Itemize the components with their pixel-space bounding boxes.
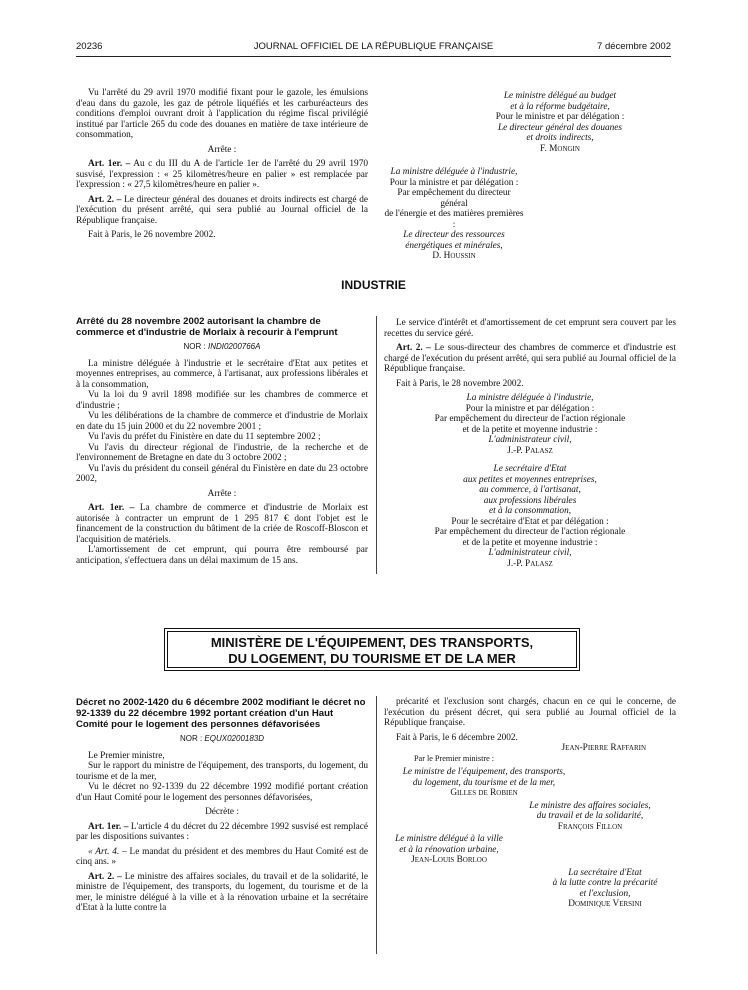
nor-label: NOR : bbox=[183, 342, 208, 351]
article-text: Au c du III du A de l'article 1er de l'arrêté du 29 avril 1970 susvisé, l'expression : « 25 kilomètres/heure en palier » est remplacée par l'expression : « 27,5 kilomètres/heure en palier ». bbox=[76, 159, 368, 190]
article-2 bbox=[76, 195, 368, 227]
article-1 bbox=[76, 822, 368, 843]
article-label: Art. 2. – bbox=[396, 343, 431, 353]
top-left-column bbox=[76, 88, 368, 245]
date-line: Fait à Paris, le 28 novembre 2002. bbox=[396, 378, 524, 389]
article-label: Art. 2. – bbox=[88, 871, 122, 882]
article-2 bbox=[384, 343, 676, 375]
text-paragraph: Le Premier ministre, bbox=[88, 750, 165, 761]
nor-reference bbox=[76, 734, 368, 745]
signature-line: et à la réforme budgétaire, bbox=[510, 101, 610, 112]
signature-line: Pour le ministre et par délégation : bbox=[495, 112, 625, 122]
signature-line: de l'énergie et des matières premières : bbox=[384, 209, 524, 230]
signature-line: et droits indirects, bbox=[526, 133, 594, 143]
arrete-heading: Arrête : bbox=[207, 144, 237, 155]
signature-line: et l'exclusion, bbox=[579, 888, 631, 899]
signature-line: au commerce, à l'artisanat, bbox=[479, 485, 581, 495]
article-text: Le mandat du président et des membres du Haut Comité est de cinq ans. » bbox=[76, 846, 368, 867]
header-rule bbox=[76, 56, 671, 57]
signature-line: Par empêchement du directeur de l'action régionale bbox=[434, 527, 626, 537]
section-title-industrie: INDUSTRIE bbox=[341, 278, 406, 292]
text-paragraph: Le service d'intérêt et d'amortissement de cet emprunt sera couvert par les recettes du service géré. bbox=[384, 318, 676, 339]
signature-line: et de la petite et moyenne industrie : bbox=[462, 537, 598, 548]
date-line: Fait à Paris, le 6 décembre 2002. bbox=[396, 732, 518, 743]
industrie-right-column bbox=[384, 318, 676, 569]
signature-line: Le ministre de l'équipement, des transports, bbox=[402, 767, 566, 777]
nor-code: EQUX0200183D bbox=[204, 734, 265, 743]
signature-line: Le directeur des ressources bbox=[403, 230, 505, 240]
signature-line: Le ministre délégué au budget bbox=[503, 91, 617, 101]
signatory-name: François Fillon bbox=[557, 821, 623, 832]
nor-label: NOR : bbox=[179, 734, 205, 743]
text-paragraph: Vu la loi du 9 avril 1898 modifiée sur les chambres de commerce et d'industrie ; bbox=[76, 390, 368, 411]
signature-line: aux professions libérales bbox=[483, 495, 577, 506]
decrete-heading: Décrète : bbox=[205, 807, 239, 817]
arrete-title: Arrêté du 28 novembre 2002 autorisant la chambre de commerce et d'industrie de Morlaix à recourir à l'emprunt bbox=[76, 316, 338, 338]
signature-block-secretaire bbox=[384, 464, 676, 569]
date-line: Fait à Paris, le 26 novembre 2002. bbox=[88, 230, 216, 240]
signature-line: Par empêchement du directeur général bbox=[397, 188, 511, 209]
ministry-heading-box bbox=[167, 631, 577, 668]
signature-block-industry bbox=[384, 167, 524, 262]
signature-line: L'administrateur civil, bbox=[488, 435, 572, 445]
arrete-heading: Arrête : bbox=[207, 488, 237, 499]
column-divider bbox=[376, 316, 377, 574]
signature-block-ville bbox=[384, 834, 514, 866]
signature-line: La secrétaire d'Etat bbox=[568, 867, 642, 878]
signature-line: Le ministre des affaires sociales, bbox=[529, 800, 651, 811]
article-text: La chambre de commerce et d'industrie de Morlaix est autorisée à contracter un emprunt de 1 295 817 € dont l'objet est le financement de la construction du bâtiment de la criée de Roscoff-Bloscon et l'acquisition de matériels. bbox=[76, 503, 368, 545]
article-1 bbox=[76, 159, 368, 191]
journal-title: JOURNAL OFFICIEL DE LA RÉPUBLIQUE FRANÇAISE bbox=[253, 41, 494, 52]
par-premier-ministre: Par le Premier ministre : bbox=[414, 753, 495, 763]
text-paragraph: Vu l'avis du directeur régional de l'industrie, de la recherche et de l'environnement de Bretagne en date du 3 octobre 2002 ; bbox=[76, 442, 368, 463]
signatory-name: Gilles de Robien bbox=[450, 788, 518, 798]
signature-line: et à la consommation, bbox=[488, 506, 572, 516]
signature-line: énergétiques et minérales, bbox=[405, 240, 503, 251]
article-label: Art. 2. – bbox=[88, 194, 122, 205]
text-paragraph: Sur le rapport du ministre de l'équipement, des transports, du logement, du tourisme et de la mer, bbox=[76, 761, 368, 782]
signature-line: L'administrateur civil, bbox=[488, 548, 572, 558]
decret-right-column bbox=[384, 697, 676, 910]
decret-title: Décret no 2002-1420 du 6 décembre 2002 modifiant le décret no 92-1339 du 22 décembre 1992 portant création d'un Haut Comité pour le logement des personnes défavorisées bbox=[76, 697, 366, 730]
signature-line: et à la rénovation urbaine, bbox=[399, 844, 499, 855]
article-label: Art. 1er. – bbox=[88, 503, 135, 513]
text-paragraph: Vu les délibérations de la chambre de commerce et d'industrie de Morlaix en date du 15 juin 2000 et du 22 novembre 2001 ; bbox=[76, 411, 368, 432]
page-number: 20236 bbox=[76, 41, 103, 52]
text-paragraph: Vu l'avis du président du conseil général du Finistère en date du 23 octobre 2002, bbox=[76, 463, 368, 484]
article-text: Le ministre des affaires sociales, du travail et de la solidarité, le ministre de l'équipement, des transports, du logement, du tourisme et de la mer, le ministre délégué à la ville et à la rénovation urbaine et la secrétaire d'Etat à la lutte contre la bbox=[76, 871, 368, 913]
signature-line: aux petites et moyennes entreprises, bbox=[463, 474, 597, 485]
issue-date: 7 décembre 2002 bbox=[597, 41, 671, 52]
page-header bbox=[76, 41, 671, 55]
signature-block-precarite bbox=[534, 868, 676, 910]
article-label: Art. 1er. – bbox=[88, 821, 129, 832]
signatory-name: J.-P. Palasz bbox=[507, 445, 553, 456]
article-2 bbox=[76, 872, 368, 914]
signatory-name: J.-P. Palasz bbox=[507, 558, 553, 569]
signature-line: du travail et de la solidarité, bbox=[536, 811, 644, 821]
text-paragraph: précarité et l'exclusion sont chargés, chacun en ce qui le concerne, de l'exécution du présent décret, qui sera publié au Journal officiel de la République française. bbox=[384, 697, 676, 728]
signature-line: Par empêchement du directeur de l'action régionale bbox=[434, 414, 626, 424]
nor-reference bbox=[76, 342, 368, 353]
signature-line: du logement, du tourisme et de la mer, bbox=[412, 777, 556, 788]
text-paragraph: La ministre déléguée à l'industrie et le secrétaire d'Etat aux petites et moyennes entreprises, au commerce, à l'artisanat, aux professions libérales et à la consommation, bbox=[76, 358, 368, 390]
ministry-heading-line: MINISTÈRE DE L'ÉQUIPEMENT, DES TRANSPORTS, bbox=[210, 635, 534, 650]
signatory-name: D. Houssin bbox=[432, 251, 476, 261]
article-1 bbox=[76, 503, 368, 545]
signature-line: Le secrétaire d'Etat bbox=[493, 464, 567, 474]
signature-block-equipement bbox=[384, 767, 584, 799]
signature-block-budget bbox=[384, 91, 676, 154]
article-label: « Art. 4. – bbox=[88, 846, 127, 857]
signature-line: Pour la ministre et par délégation : bbox=[465, 403, 595, 414]
signature-line: Le ministre délégué à la ville bbox=[395, 834, 503, 844]
signature-line: à la lutte contre la précarité bbox=[552, 878, 658, 888]
text-paragraph: Vu l'avis du préfet du Finistère en date du 11 septembre 2002 ; bbox=[88, 432, 321, 442]
signatory-name: F. Mongin bbox=[540, 143, 580, 154]
text-paragraph: Vu le décret no 92-1339 du 22 décembre 1992 modifié portant création d'un Haut Comité pour le logement des personnes défavorisées, bbox=[76, 782, 368, 803]
signature-line: et de la petite et moyenne industrie : bbox=[462, 424, 598, 435]
signature-line: La ministre déléguée à l'industrie, bbox=[466, 393, 594, 403]
article-label: Art. 1er. – bbox=[88, 159, 131, 169]
signature-line: La ministre déléguée à l'industrie, bbox=[390, 167, 518, 177]
signatory-name: Dominique Versini bbox=[568, 899, 642, 909]
article-text: Le sous-directeur des chambres de commerce et d'industrie est chargé de l'exécution du présent arrêté, qui sera publié au Journal officiel de la République française. bbox=[384, 343, 676, 374]
quoted-article bbox=[76, 847, 368, 868]
industrie-left-column bbox=[76, 316, 368, 570]
ministry-heading-line: DU LOGEMENT, DU TOURISME ET DE LA MER bbox=[228, 651, 516, 666]
signatory-name: Jean-Pierre Raffarin bbox=[561, 743, 646, 753]
decret-left-column bbox=[76, 697, 368, 918]
signatory-name: Jean-Louis Borloo bbox=[411, 855, 487, 865]
text-paragraph: Vu l'arrêté du 29 avril 1970 modifié fixant pour le gazole, les émulsions d'eau dans du gazole, les gaz de pétrole liquéfiés et les carburéacteurs des conditions d'emploi ouvrant droit à l'application du régime fiscal privilégié institué par l'article 265 du code des douanes en matière de taxe intérieure de consommation, bbox=[76, 88, 368, 140]
text-paragraph: L'amortissement de cet emprunt, qui pourra être remboursé par anticipation, s'effectuera dans un délai maximum de 15 ans. bbox=[76, 545, 368, 566]
nor-code: INDI0200766A bbox=[207, 342, 261, 351]
column-divider bbox=[376, 696, 377, 954]
signature-line: Le directeur général des douanes bbox=[497, 122, 623, 133]
signature-line: Pour la ministre et par délégation : bbox=[389, 177, 519, 188]
signature-line: Pour le secrétaire d'Etat et par délégation : bbox=[451, 516, 609, 527]
article-text: L'article 4 du décret du 22 décembre 1992 susvisé est remplacé par les dispositions suivantes : bbox=[76, 821, 368, 842]
signature-block-affaires-sociales bbox=[504, 801, 676, 833]
signature-block-ministre bbox=[384, 393, 676, 456]
article-text: Le directeur général des douanes et droits indirects est chargé de l'exécution du présent arrêté, qui sera publié au Journal officiel de la République française. bbox=[76, 194, 368, 226]
